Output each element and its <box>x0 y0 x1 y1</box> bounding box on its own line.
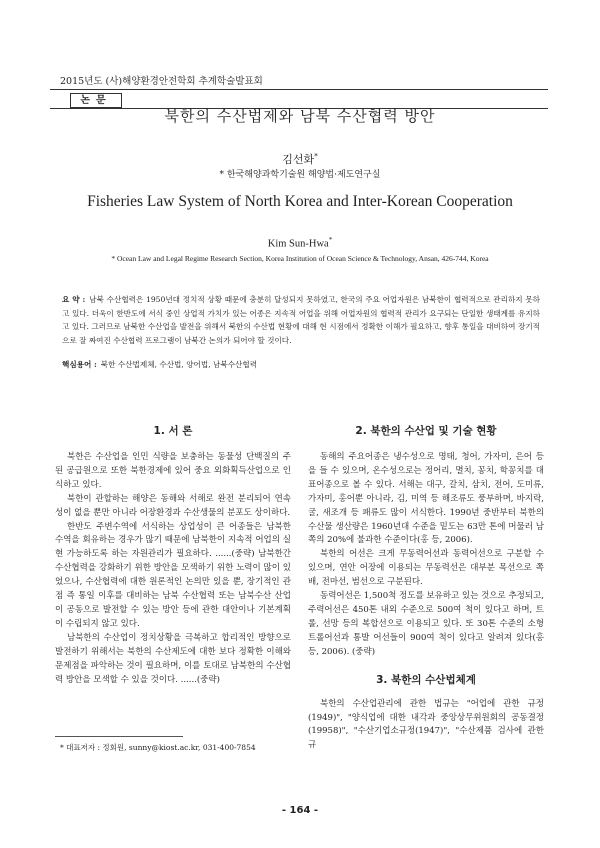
paragraph: 남북한의 수산업이 정치상황을 극복하고 합리적인 방향으로 발전하기 위해서는 북한의 수산제도에 대한 보다 정확한 이해와 문제점을 파악하는 것이 필요하며, 이를 토대로 남북한의 수산협력 방안을 모색할 수 있을 것이다. ......(중략) <box>55 632 291 685</box>
paragraph: 북한의 어선은 크게 무동력어선과 동력어선으로 구분할 수 있으며, 연안 어장에 이용되는 무동력선은 대부분 목선으로 쪽배, 전마선, 범선으로 구분된다. <box>308 549 544 588</box>
header-rule-top <box>50 89 548 90</box>
keywords-text: 북한 수산법제체, 수산법, 양어법, 남북수산협력 <box>100 360 258 369</box>
paragraph: 북한의 수산업관리에 관한 법규는 "어업에 관한 규정(1949)", "양식업에 대한 내각과 중앙상무위원회의 공동결정(19958)", "수산기업소규정(1947)", "수산제품 검사에 관한 규 <box>308 698 544 751</box>
author-korean <box>0 151 600 167</box>
section-heading-fisheries-status: 2. 북한의 수산업 및 기술 현황 <box>355 425 497 437</box>
abstract-label: 요 약 : <box>62 295 86 304</box>
footnote: * 대표저자 : 정회원, sunny@kiost.ac.kr, 031-400-7854 <box>60 743 256 752</box>
paper-type-box: 논문 <box>70 93 122 108</box>
left-column <box>55 425 291 687</box>
paragraph: 동력어선은 1,500척 정도를 보유하고 있는 것으로 추정되고, 주력어선은 450톤 내외 수준으로 500여 척이 있다고 하며, 트롤, 선망 등의 복합선으로 이용되고 있다. 또 30톤 수준의 소형 트롤어선과 통발 어선들이 900여 척이 있다고 알려져 있다(홍 등, 2006). (중략) <box>308 591 544 657</box>
keywords <box>62 359 540 370</box>
paragraph: 북한이 관할하는 해양은 동해와 서해로 완전 분리되어 연속성이 없을 뿐만 아니라 어장환경과 수산생물의 분포도 상이하다. <box>55 493 291 518</box>
author-korean-name: 김선화 <box>282 153 315 166</box>
paragraph: 북한은 수산업을 인민 식량을 보충하는 동물성 단백질의 주된 공급원으로 또한 북한경제에 있어 중요 외화획득산업으로 인식하고 있다. <box>55 452 291 490</box>
author-english <box>0 236 600 250</box>
affiliation-english: * Ocean Law and Legal Regime Research Section, Korea Institution of Ocean Science & Technology, Ansan, 426-744, Korea <box>111 254 489 263</box>
footnote-rule <box>55 736 183 737</box>
title-english: Fisheries Law System of North Korea and Inter-Korean Cooperation <box>87 193 513 210</box>
conference-header: 2015년도 (사)해양환경안전학회 추계학술발표회 <box>60 76 263 87</box>
section-heading-introduction: 1. 서 론 <box>153 425 193 437</box>
author-english-name: Kim Sun-Hwa <box>267 238 329 250</box>
abstract <box>62 293 540 347</box>
author-english-mark: * <box>328 236 333 244</box>
abstract-text: 남북 수산협력은 1950년대 정치적 상황 때문에 충분히 달성되지 못하였고, 한국의 주요 어업자원은 남북한이 협력적으로 관리하지 못하고 있다. 더욱이 한반도에 서식 중인 상업적 가치가 있는 어종은 지속적 어업을 위해 어업자원의 협력적 관리가 요구되는 단일한 생태계를 유지하고 있다. 그러므로 남북한 수산업을 발전을 위해서 북한의 수산법 현황에 대해 현 시점에서 정확한 이해가 필요하고, 향후 통일을 대비하여 장기적으로 잘 짜여진 수산협력 프로그램이 남북간 논의가 되어야 할 것이다. <box>62 295 540 345</box>
paragraph: 동해의 주요어종은 냉수성으로 명태, 청어, 가자미, 은어 등을 들 수 있으며, 온수성으로는 정어리, 멸치, 꽁치, 학꽁치를 대표어종으로 볼 수 있다. 서해는 대구, 갈치, 삼치, 전어, 도미류, 가자미, 홍어뿐 아니라, 김, 미역 등 해조류도 풍부하며, 바지락, 굴, 새조개 등 패류도 많이 서식한다. 1990년 중반부터 북한의 수산물 생산량은 1960년대 수준을 밑도는 63만 톤에 머물러 남쪽의 20%에 불과한 수준이다(홍 등, 2006). <box>308 452 544 546</box>
title-korean: 북한의 수산법제와 남북 수산협력 방안 <box>164 107 436 125</box>
author-korean-mark: * <box>314 152 318 161</box>
section-heading-law-system: 3. 북한의 수산법체계 <box>376 673 476 686</box>
affiliation-korean: * 한국해양과학기술원 해양법·제도연구실 <box>219 170 381 180</box>
keywords-label: 핵심용어 : <box>62 360 97 369</box>
page-number: - 164 - <box>281 805 319 816</box>
right-column <box>308 425 544 753</box>
paragraph: 한반도 주변수역에 서식하는 상업성이 큰 어종들은 남북한 수역을 회유하는 경우가 많기 때문에 남북한이 지속적 어업의 실현 가능하도록 하는 자원관리가 필요하다. ......(중략) 남북한간 수산협력을 강화하기 위한 방안을 모색하기 위한 노력이 많이 있었으나, 수산협력에 대한 원론적인 논의만 있을 뿐, 장기적인 관점 즉 통일 이후를 대비하는 남북 수산협력 또는 남북수산 산업이 공동으로 발전할 수 있는 방안 등에 관한 대안이나 기본계획이 수립되지 않고 있다. <box>55 521 291 629</box>
